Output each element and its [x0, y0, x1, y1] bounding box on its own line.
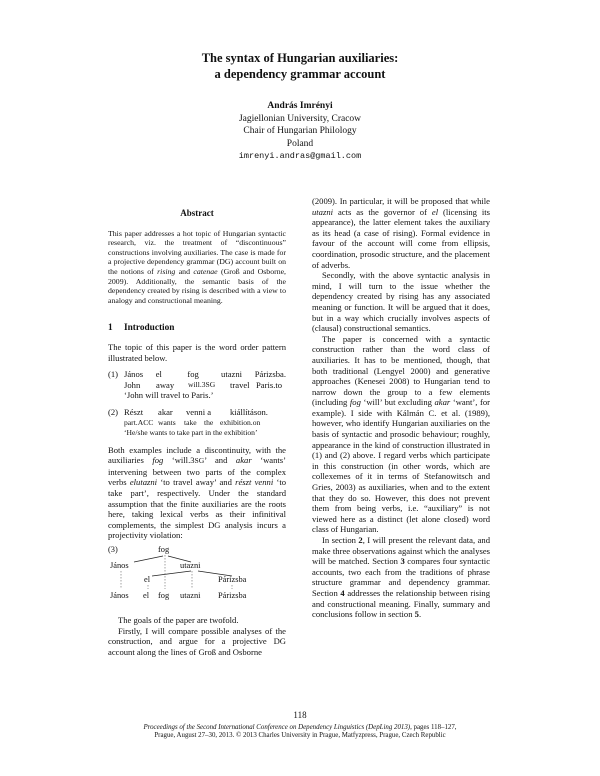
tree-node-utazni: utazni — [180, 561, 201, 571]
tree-node-parizsba: Párizsba — [218, 575, 247, 585]
title-line-1: The syntax of Hungarian auxiliaries: — [201, 51, 399, 65]
right-paragraph-3: The paper is concerned with a syntactic construction rather than the word class of auxiliaries. It has to be mentioned, though, that both traditional (Lengyel 2000) and generative approaches (Kenesei 2008) to Hungarian tend to narrow down the group to a few elements (including fog ‘will’ but excluding akar ‘want’, for example). I side with Kálmán C. et al. (1989), however, who identify Hungarian auxiliaries on the basis of syntactic and prosodic behaviour; roughly, appearance in the kind of construction illustrated in (1) and (2) above. I regard verbs which participate in this construction (in other words, which are collexemes of it in terms of Stefanowitsch and Gries, 2003) as auxiliaries, when and to the extent that they do so. However, this does not prevent them from being verbs, i.e. “auxiliary” is not viewed here as a distinct (let alone closed) word class of Hungarian. — [312, 333, 490, 535]
tree-word-parizsba: Párizsba — [218, 591, 247, 601]
example-2-gloss: part.ACC wants take the exhibition.on — [124, 417, 261, 427]
right-paragraph-2: Secondly, with the above syntactic analysis in mind, I will turn to the issue whether the dependency created by rising has any associated meaning or function. It will be argued that it does, but in a way which crucially involves aspects of (clausal) constructional semantics. — [312, 270, 490, 334]
author-country: Poland — [286, 138, 314, 149]
author-email: imrenyi.andras@gmail.com — [238, 151, 362, 162]
left-column — [108, 208, 286, 657]
author-affiliation-2: Chair of Hungarian Philology — [243, 126, 357, 137]
abstract-heading: Abstract — [180, 208, 214, 218]
author-block — [0, 100, 600, 163]
example-1 — [108, 369, 286, 401]
page-number: 118 — [293, 710, 307, 720]
tree-word-fog: fog — [158, 591, 170, 601]
example-3-number: (3) — [108, 545, 118, 555]
section-heading-introduction: 1 Introduction — [108, 323, 175, 334]
abstract-text: This paper addresses a hot topic of Hungarian syntactic research, viz. the treatment of “discontinuous” constructions involving auxiliaries. The case is made for a projective dependency grammar (DG) account built on the notions of rising and catenae (Groß and Osborne, 2009). Additionally, the semantic basis of the dependency created by rising is described with a view to analogy and constructional meaning. — [108, 228, 286, 305]
example-1-number: (1) — [108, 369, 119, 380]
dependency-tree-diagram — [108, 545, 286, 609]
tree-node-janos: János — [110, 561, 129, 571]
example-1-words: János el fog utazni Párizsba. — [124, 369, 286, 380]
page-footer — [0, 710, 600, 741]
proceedings-line-1: Proceedings of the Second International Conference on Dependency Linguistics (DepLing 2013), pages 118–127, — [143, 724, 457, 731]
author-name: András Imrényi — [267, 101, 333, 111]
example-1-translation: ‘John will travel to Paris.’ — [124, 390, 214, 401]
tree-node-fog: fog — [158, 545, 170, 555]
example-2-number: (2) — [108, 406, 119, 417]
author-affiliation-1: Jagiellonian University, Cracow — [238, 113, 362, 124]
tree-word-janos: János — [110, 591, 129, 601]
paper-title — [0, 50, 600, 82]
intro-paragraph-1: The topic of this paper is the word order pattern illustrated below. — [108, 341, 286, 363]
title-line-2: a dependency grammar account — [214, 67, 386, 81]
tree-node-el: el — [144, 575, 151, 585]
right-paragraph-1: (2009). In particular, it will be proposed that while utazni acts as the governor of el (licensing its appearance), the latter element takes the auxiliary as its head (a case of rising). Formal evidence in favour of the account will come from ellipsis, coordination, prosodic structure, and the placement of adverbs. — [312, 196, 490, 270]
example-2-translation: ‘He/she wants to take part in the exhibition’ — [124, 428, 258, 438]
proceedings-line-2: Prague, August 27–30, 2013. © 2013 Charles University in Prague, Matfyzpress, Prague, Czech Republic — [154, 732, 446, 740]
intro-paragraph-2: Both examples include a discontinuity, with the auxiliaries fog ‘will.3SG’ and akar ‘wants’ intervening between two parts of the complex verbs elutazni ‘to travel away’ and részt venni ‘to take part’, respectively. Under the standard assumption that the finite auxiliaries are the roots here, taking lexical verbs as their infinitival complements, the simplest DG analysis incurs a projectivity violation: — [108, 444, 286, 541]
intro-paragraph-3: The goals of the paper are twofold. — [118, 615, 239, 626]
example-2-words: Részt akar venni a kiállításon. — [124, 406, 268, 417]
tree-word-el: el — [143, 591, 150, 601]
example-2 — [108, 407, 286, 439]
tree-word-utazni: utazni — [180, 591, 201, 601]
right-paragraph-4: In section 2, I will present the relevant data, and make three observations against which the analyses will be matched. Section 3 compares four syntactic accounts, two each from the traditions of phrase structure grammar and dependency grammar. Section 4 addresses the relationship between rising and constructional meaning. Finally, summary and conclusions follow in section 5. — [312, 535, 491, 620]
right-column — [312, 196, 490, 620]
example-1-gloss: John away will.3SG travel Paris.to — [124, 379, 283, 390]
intro-paragraph-4: Firstly, I will compare possible analyses of the construction, and argue for a projective DG account along the lines of Groß and Osborne — [108, 625, 286, 657]
